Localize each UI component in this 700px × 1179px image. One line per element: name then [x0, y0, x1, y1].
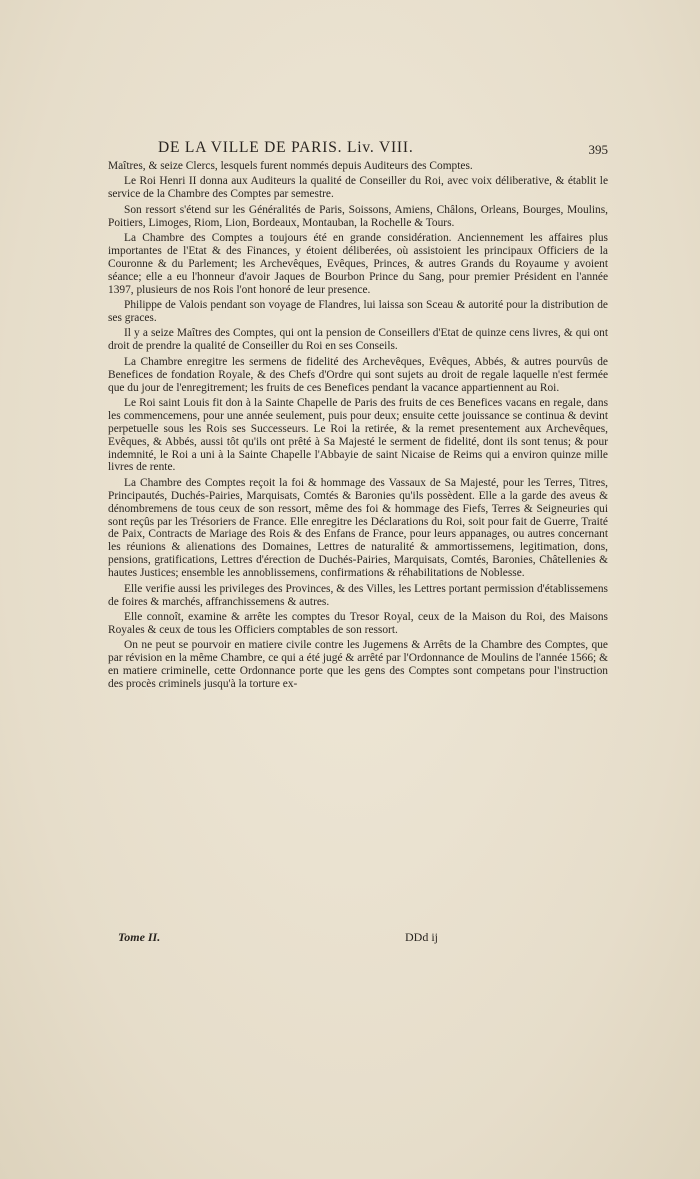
- paragraph: Le Roi saint Louis fit don à la Sainte Chapelle de Paris des fruits de ces Benefices vacans en regale, dans les commencemens, pour une année seulement, puis pour deux; ensuite cette jouissance se continua & devint perpetuelle sous les Rois ses Successeurs. Le Roi la retirée, & la remet presentement aux Archevêques, Evêques, & Abbés, aussi tôt qu'ils ont prêté à Sa Majesté le serment de fidelité, dont ils sont tenus; & pour indemnité, le Roi a uni à la Sainte Chapelle l'Abbayie de saint Nicaise de Reims qui a environ quinze mille livres de rente.: [108, 396, 608, 474]
- volume-signature: Tome II.: [118, 930, 161, 944]
- paragraph: Le Roi Henri II donna aux Auditeurs la qualité de Conseiller du Roi, avec voix déliberative, & établit le service de la Chambre des Comptes par semestre.: [108, 175, 608, 201]
- running-title: DE LA VILLE DE PARIS. Liv. VIII.: [158, 139, 414, 156]
- paragraph: Son ressort s'étend sur les Généralités de Paris, Soissons, Amiens, Châlons, Orleans, Bourges, Moulins, Poitiers, Limoges, Riom, Lion, Bordeaux, Montauban, la Rochelle & Tours.: [108, 203, 608, 229]
- paragraph: La Chambre des Comptes a toujours été en grande considération. Anciennement les affaires plus importantes de l'Etat & des Finances, y étoient déliberées, où assistoient les principaux Officiers de la Couronne & du Parlement; les Archevêques, Evêques, Princes, & autres Grands du Royaume y avoient séance; elle a eu l'honneur d'avoir Jaques de Bourbon Prince du Sang, pour premier Président en l'année 1397, plusieurs de nos Rois l'ont honoré de leur presence.: [108, 232, 608, 296]
- paragraph: Philippe de Valois pendant son voyage de Flandres, lui laissa son Sceau & autorité pour la distribution de ses graces.: [108, 299, 608, 324]
- page-footer: [118, 930, 438, 946]
- paragraph: Elle connoît, examine & arrête les comptes du Tresor Royal, ceux de la Maison du Roi, des Maisons Royales & ceux de tous les Officiers comptables de son ressort.: [108, 610, 608, 636]
- page-header: [108, 139, 608, 159]
- gathering-mark: DDd ij: [405, 930, 438, 944]
- body-text: [108, 160, 608, 693]
- paragraph: On ne peut se pourvoir en matiere civile contre les Jugemens & Arrêts de la Chambre des Comptes, que par révision en la même Chambre, ce qui a été jugé & arrêté par l'Ordonnance de Moulins de l'année 1566; & en matiere criminelle, cette Ordonnance porte que les gens des Comptes sont competans pour l'instruction des procès criminels jusqu'à la torture ex-: [108, 639, 608, 690]
- paragraph: Maîtres, & seize Clercs, lesquels furent nommés depuis Auditeurs des Comptes.: [108, 160, 473, 172]
- paragraph: La Chambre enregitre les sermens de fidelité des Archevêques, Evêques, Abbés, & autres pourvûs de Benefices de fondation Royale, & des Chefs d'Ordre qui sont sujets au droit de regale laquelle n'est fermée que du jour de l'enregitrement; les fruits de ces Benefices pendant la vacance appartiennent au Roi.: [108, 355, 608, 394]
- page-number: 395: [588, 142, 608, 157]
- paragraph: La Chambre des Comptes reçoit la foi & hommage des Vassaux de Sa Majesté, pour les Terres, Titres, Principautés, Duchés-Pairies, Marquisats, Comtés & Baronies qu'ils possèdent. Elle a la garde des aveus & dénombremens de tous ceux de son ressort, même des foi & hommage des Fiefs, Terres & Seigneuries qui sont reçûs par les Trésoriers de France. Elle enregitre les Déclarations du Roi, soit pour fait de Guerre, Traité de Paix, Contracts de Mariage des Rois & des Enfans de France, pour leurs appanages, ou autres concernant les réunions & alienations des Domaines, Lettres de naturalité & ammortissemens, legitimation, dons, pensions, gratifications, Lettres d'érection de Duchés-Pairies, Marquisats, Comtés, Baronies, Châtellenies & hautes Justices; ensemble les annoblissemens, confirmations & réhabilitations de Noblesse.: [108, 476, 608, 580]
- paragraph: Il y a seize Maîtres des Comptes, qui ont la pension de Conseillers d'Etat de quinze cens livres, & qui ont droit de prendre la qualité de Conseiller du Roi en ses Conseils.: [108, 327, 608, 353]
- paragraph: Elle verifie aussi les privileges des Provinces, & des Villes, les Lettres portant permission d'établissemens de foires & marchés, affranchissemens & autres.: [108, 582, 608, 608]
